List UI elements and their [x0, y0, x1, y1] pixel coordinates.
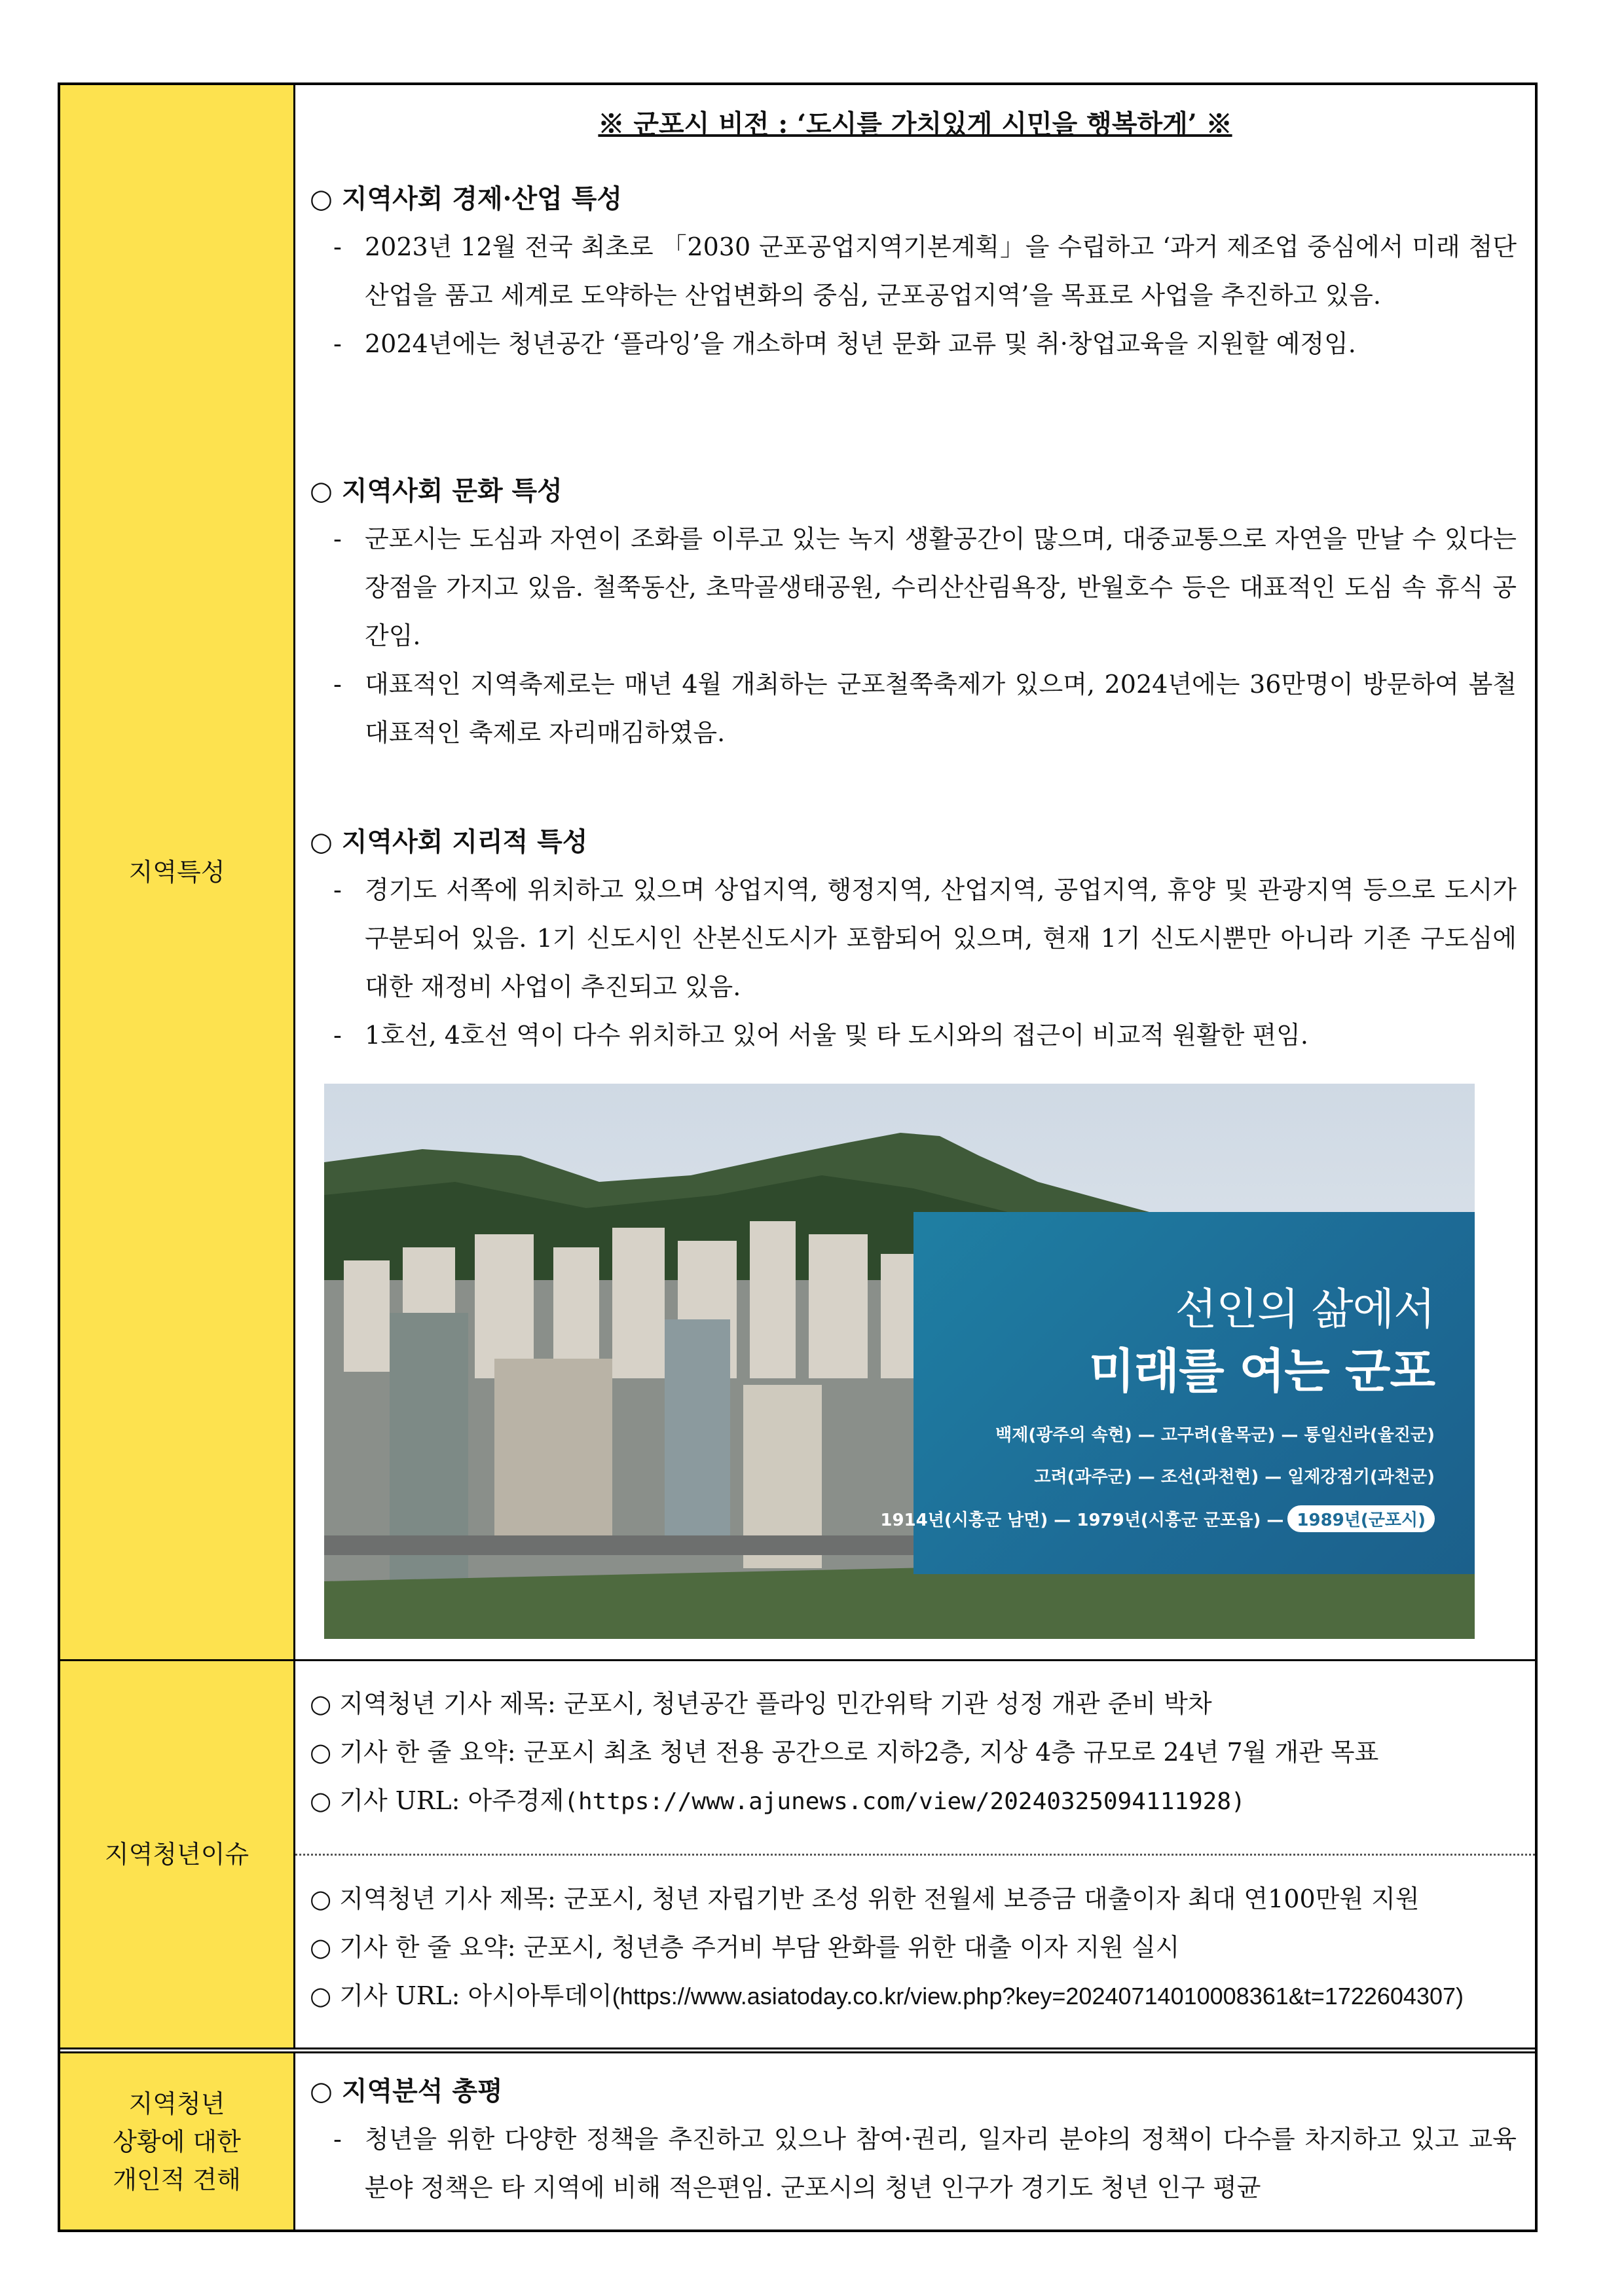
article-url[interactable]: (https://www.ajunews.com/view/20240325094111928)	[564, 1788, 1246, 1815]
row-label: 지역청년 상황에 대한 개인적 견해	[60, 2053, 295, 2230]
row-label: 지역특성	[60, 85, 295, 1659]
article-title: ○ 지역청년 기사 제목: 군포시, 청년공간 플라잉 민간위탁 기관 성정 개관 준비 박차	[310, 1689, 1212, 1718]
info-table	[58, 83, 1538, 2232]
city-vision: ※ 군포시 비전 : ‘도시를 가치있게 시민을 행복하게’ ※	[598, 109, 1232, 139]
row-personal-view	[60, 2053, 1535, 2230]
article-1	[310, 1680, 1522, 1826]
article-summary: ○ 기사 한 줄 요약: 군포시, 청년층 주거비 부담 완화를 위한 대출 이자 지원 실시	[310, 1933, 1180, 1962]
section-economy	[310, 175, 1517, 368]
section-culture	[310, 468, 1517, 757]
section-heading: ○ 지역사회 문화 특성	[310, 475, 563, 506]
list-item: - 2024년에는 청년공간 ‘플라잉’을 개소하며 청년 문화 교류 및 취·창업교육을 지원할 예정임.	[333, 329, 1356, 358]
list-item: - 청년을 위한 다양한 정책을 추진하고 있으나 참여·권리, 일자리 분야의 정책이 다수를 차지하고 있고 교육분야 정책은 타 지역에 비해 적은편임. 군포시의 청년 인구가 경기도 청년 인구 평균	[333, 2125, 1517, 2202]
article-url[interactable]: (https://www.asiatoday.co.kr/view.php?key=20240714010008361&t=1722604307)	[612, 1983, 1464, 2010]
banner-pill: 1989년(군포시)	[1287, 1505, 1435, 1532]
section-summary	[310, 2068, 1517, 2212]
banner-history-1: 백제(광주의 속현) — 고구려(율목군) — 통일신라(율진군)	[995, 1425, 1435, 1445]
city-banner	[880, 1212, 1475, 1574]
banner-history-3: 1914년(시흥군 남면) — 1979년(시흥군 군포읍) — 1989년(군포시)	[880, 1505, 1435, 1532]
row-regional-characteristics	[60, 85, 1535, 1661]
article-url-line: ○ 기사 URL: 아시아투데이(https://www.asiatoday.co.kr/view.php?key=20240714010008361&t=1722604307)	[310, 1981, 1464, 2010]
list-item: - 2023년 12월 전국 최초로 「2030 군포공업지역기본계획」을 수립하고 ‘과거 제조업 중심에서 미래 첨단산업을 품고 세계로 도약하는 산업변화의 중심, 군포공업지역’을 목표로 사업을 추진하고 있음.	[333, 232, 1517, 310]
row-content	[295, 85, 1535, 1659]
section-heading: ○ 지역사회 경제·산업 특성	[310, 183, 623, 214]
section-geography	[310, 818, 1517, 1059]
banner-line1: 선인의 삶에서	[1175, 1284, 1435, 1334]
list-item: - 경기도 서쪽에 위치하고 있으며 상업지역, 행정지역, 산업지역, 공업지역, 휴양 및 관광지역 등으로 도시가 구분되어 있음. 1기 신도시인 산본신도시가 포함되어 있으며, 현재 1기 신도시뿐만 아니라 기존 구도심에 대한 재정비 사업이 추진되고 있음.	[333, 875, 1517, 1001]
banner-line2: 미래를 여는 군포	[1089, 1344, 1435, 1399]
article-2	[310, 1875, 1522, 2021]
article-summary: ○ 기사 한 줄 요약: 군포시 최초 청년 전용 공간으로 지하2층, 지상 4층 규모로 24년 7월 개관 목표	[310, 1738, 1379, 1767]
section-heading: ○ 지역분석 총평	[310, 2076, 503, 2106]
article-url-line: ○ 기사 URL: 아주경제(https://www.ajunews.com/view/20240325094111928)	[310, 1786, 1246, 1815]
city-photo	[324, 1084, 1475, 1639]
divider	[295, 1854, 1535, 1856]
row-content	[295, 1661, 1535, 2047]
article-title: ○ 지역청년 기사 제목: 군포시, 청년 자립기반 조성 위한 전월세 보증금 대출이자 최대 연100만원 지원	[310, 1884, 1420, 1913]
list-item: - 대표적인 지역축제로는 매년 4월 개최하는 군포철쭉축제가 있으며, 2024년에는 36만명이 방문하여 봄철 대표적인 축제로 자리매김하였음.	[333, 670, 1517, 747]
list-item: - 군포시는 도심과 자연이 조화를 이루고 있는 녹지 생활공간이 많으며, 대중교통으로 자연을 만날 수 있다는 장점을 가지고 있음. 철쭉동산, 초막골생태공원, 수리산산림욕장, 반월호수 등은 대표적인 도심 속 휴식 공간임.	[333, 524, 1517, 650]
list-item: - 1호선, 4호선 역이 다수 위치하고 있어 서울 및 타 도시와의 접근이 비교적 원활한 편임.	[333, 1021, 1308, 1050]
section-heading: ○ 지역사회 지리적 특성	[310, 826, 588, 857]
row-youth-issues	[60, 1661, 1535, 2053]
row-content	[295, 2053, 1535, 2230]
banner-history-2: 고려(과주군) — 조선(과천현) — 일제강점기(과천군)	[1034, 1467, 1435, 1487]
row-label: 지역청년이슈	[60, 1661, 295, 2047]
